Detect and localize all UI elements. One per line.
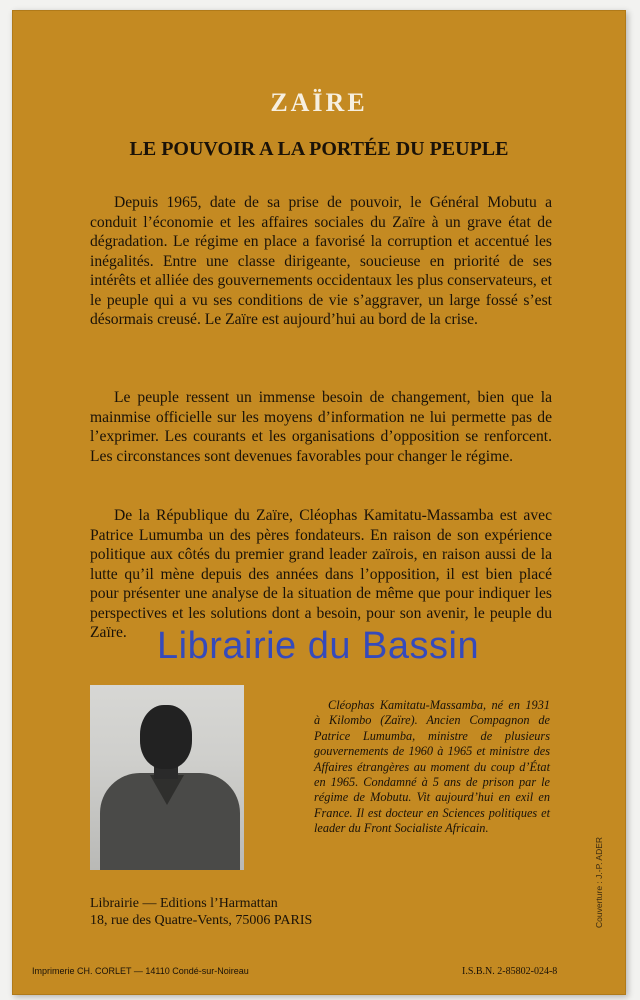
book-back-cover [12, 10, 626, 995]
publisher-address: 18, rue des Quatre-Vents, 75006 PARIS [90, 913, 313, 928]
publisher-info [90, 895, 312, 929]
publisher-name: Librairie — Editions l’Harmattan [90, 896, 278, 911]
printer-line: Imprimerie CH. CORLET — 14110 Condé-sur-Noireau [32, 966, 249, 976]
author-photo-head [140, 705, 192, 769]
blurb-paragraph-1: Depuis 1965, date de sa prise de pouvoir, le Général Mobutu a conduit l’économie et les affaires sociales du Zaïre à un grave état de dégradation. Le régime en place a favorisé la corruption et accentué les inégalités. Entre une classe dirigeante, soucieuse en priorité de ses intérêts et alliée des gouvernements occidentaux les plus conservateurs, et le peuple qui a vu ses conditions de vie s’aggraver, un large fossé s’est désormais creusé. Le Zaïre est aujourd’hui au bord de la crise. [90, 194, 552, 328]
blurb-paragraph-3: De la République du Zaïre, Cléophas Kamitatu-Massamba est avec Patrice Lumumba un des pères fondateurs. En raison de son expérience politique aux côtés du premier grand leader zaïrois, en raison aussi de la lutte qu’il mène depuis des années dans l’opposition, il est bien placé pour présenter une analyse de la situation de même que pour indiquer les perspectives et les solutions dont a besoin, pour son avenir, le peuple du Zaïre. [90, 507, 552, 641]
seller-watermark: Librairie du Bassin [157, 625, 480, 667]
book-subtitle: LE POUVOIR A LA PORTÉE DU PEUPLE [129, 138, 509, 160]
isbn: I.S.B.N. 2-85802-024-8 [462, 966, 558, 977]
author-photo [90, 685, 244, 870]
book-title: ZAÏRE [270, 88, 368, 117]
cover-credit: Couverture : J.-P. ADER [594, 836, 604, 928]
author-bio: Cléophas Kamitatu-Massamba, né en 1931 à Kilombo (Zaïre). Ancien Compagnon de Patrice Lumumba, ministre de plusieurs gouvernements de 1960 à 1965 et ministre des Affaires étrangères au moment du coup d’État en 1965. Condamné à 5 ans de prison par le régime de Mobutu. Vit aujourd’hui en exil en France. Il est docteur en Sciences politiques et leader du Front Socialiste Africain. [314, 698, 550, 836]
blurb-paragraph-2: Le peuple ressent un immense besoin de changement, bien que la mainmise officielle sur les moyens d’information ne lui permette pas de l’exprimer. Les courants et les organisations d’opposition se renforcent. Les circonstances sont devenues favorables pour changer le régime. [90, 389, 552, 465]
